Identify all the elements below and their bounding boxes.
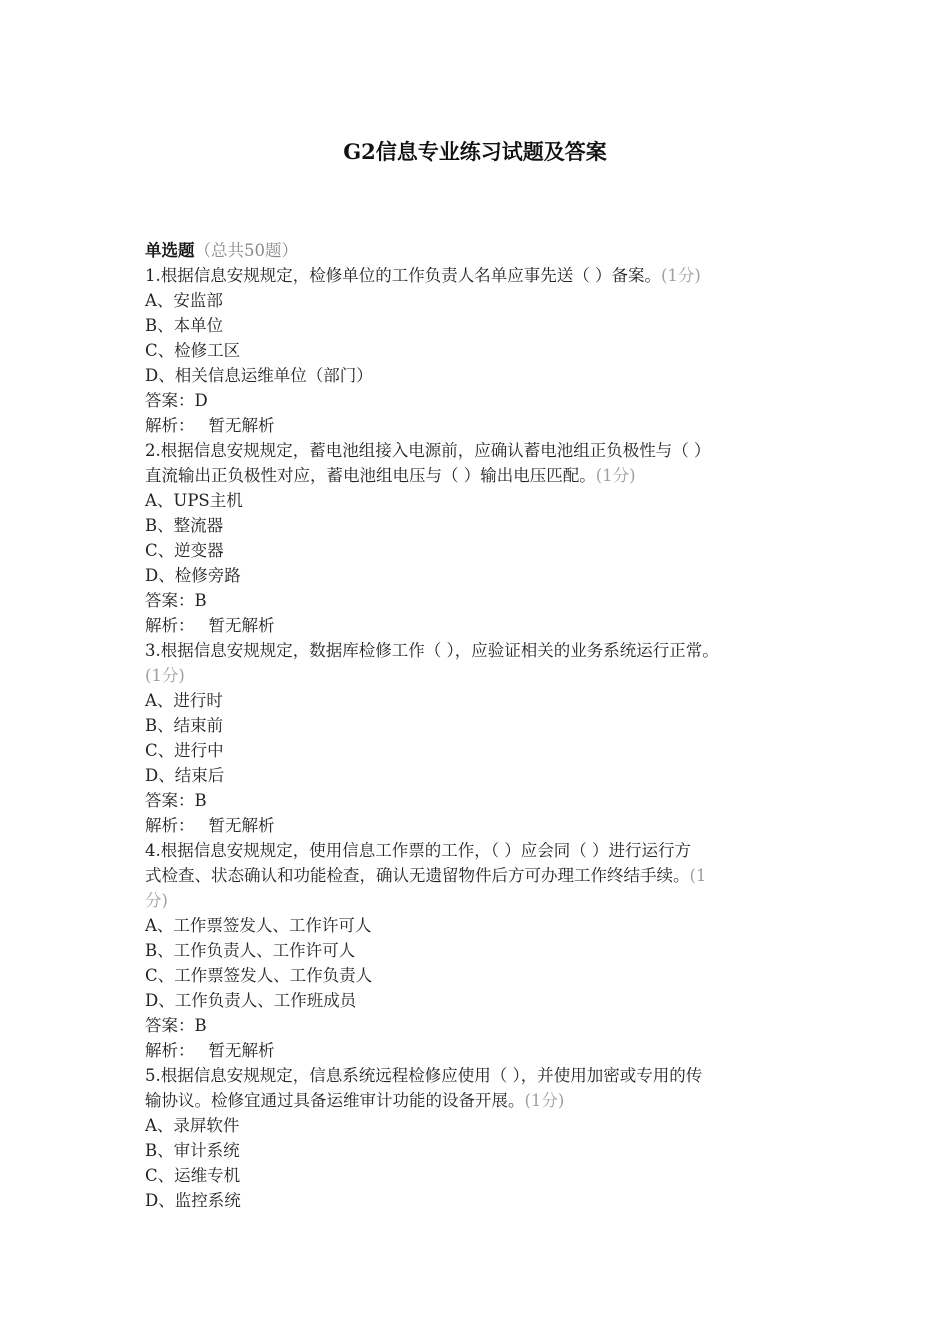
answer-value: B (194, 591, 207, 610)
question-list (145, 238, 813, 1213)
option-d: D、检修旁路 (145, 566, 241, 585)
question-3 (145, 638, 813, 838)
option-b: B、审计系统 (145, 1141, 240, 1160)
answer-value: B (194, 1016, 207, 1035)
option-a: A、安监部 (145, 291, 223, 310)
analysis-line (145, 413, 813, 438)
analysis-label: 解析： (145, 816, 195, 835)
question-stem: 5.根据信息安规规定，信息系统远程检修应使用（ ），并使用加密或专用的传 (145, 1066, 703, 1085)
question-score: (1分) (661, 266, 701, 285)
question-score: (1分) (145, 666, 185, 685)
analysis-text: 暂无解析 (208, 616, 275, 635)
option-d: D、结束后 (145, 766, 225, 785)
option-c: C、运维专机 (145, 1166, 241, 1185)
question-1 (145, 263, 813, 438)
section-heading-line (145, 238, 813, 263)
option-b: B、本单位 (145, 316, 224, 335)
question-2 (145, 438, 813, 638)
analysis-text: 暂无解析 (208, 416, 275, 435)
analysis-text: 暂无解析 (208, 816, 275, 835)
question-stem: 3.根据信息安规规定，数据库检修工作（ ），应验证相关的业务系统运行正常。 (145, 641, 719, 660)
answer-label: 答案： (145, 791, 195, 810)
question-score: (1分) (595, 466, 636, 485)
answer-line (145, 1013, 813, 1038)
question-5 (145, 1063, 813, 1213)
option-c: C、工作票签发人、工作负责人 (145, 966, 373, 985)
question-score: (1分) (524, 1091, 565, 1110)
analysis-text: 暂无解析 (208, 1041, 275, 1060)
option-c: C、进行中 (145, 741, 224, 760)
option-d: D、相关信息运维单位（部门） (145, 366, 373, 385)
option-b: B、工作负责人、工作许可人 (145, 941, 356, 960)
option-b: B、整流器 (145, 516, 224, 535)
analysis-label: 解析： (145, 616, 195, 635)
option-c: C、检修工区 (145, 341, 241, 360)
answer-value: B (194, 791, 207, 810)
analysis-line (145, 1038, 813, 1063)
section-heading: 单选题 (145, 241, 195, 260)
question-score: (1 (689, 866, 707, 885)
option-a: A、录屏软件 (145, 1116, 240, 1135)
question-stem-continued: 式检查、状态确认和功能检查，确认无遗留物件后方可办理工作终结手续。(1 (145, 866, 707, 885)
question-stem: 1.根据信息安规规定，检修单位的工作负责人名单应事先送（ ）备案。(1分) (145, 266, 701, 285)
answer-label: 答案： (145, 1016, 195, 1035)
option-b: B、结束前 (145, 716, 224, 735)
question-stem: 2.根据信息安规规定，蓄电池组接入电源前，应确认蓄电池组正负极性与（ ） (145, 441, 711, 460)
section-count: （总共50题） (194, 241, 298, 260)
question-stem-continued: 输协议。检修宜通过具备运维审计功能的设备开展。(1分) (145, 1091, 565, 1110)
answer-label: 答案： (145, 391, 195, 410)
option-a: A、进行时 (145, 691, 223, 710)
option-c: C、逆变器 (145, 541, 224, 560)
answer-value: D (194, 391, 208, 410)
answer-line (145, 388, 813, 413)
question-stem: 4.根据信息安规规定，使用信息工作票的工作，（ ）应会同（ ）进行运行方 (145, 841, 691, 860)
document-title: G2信息专业练习试题及答案 (343, 139, 607, 164)
question-4 (145, 838, 813, 1063)
option-a: A、UPS主机 (145, 491, 243, 510)
question-score-continued: 分) (145, 891, 168, 910)
analysis-label: 解析： (145, 1041, 195, 1060)
analysis-line (145, 813, 813, 838)
analysis-line (145, 613, 813, 638)
answer-label: 答案： (145, 591, 195, 610)
option-d: D、工作负责人、工作班成员 (145, 991, 357, 1010)
analysis-label: 解析： (145, 416, 195, 435)
option-a: A、工作票签发人、工作许可人 (145, 916, 372, 935)
answer-line (145, 588, 813, 613)
option-d: D、监控系统 (145, 1191, 241, 1210)
question-stem-continued: 直流输出正负极性对应，蓄电池组电压与（ ）输出电压匹配。(1分) (145, 466, 636, 485)
answer-line (145, 788, 813, 813)
